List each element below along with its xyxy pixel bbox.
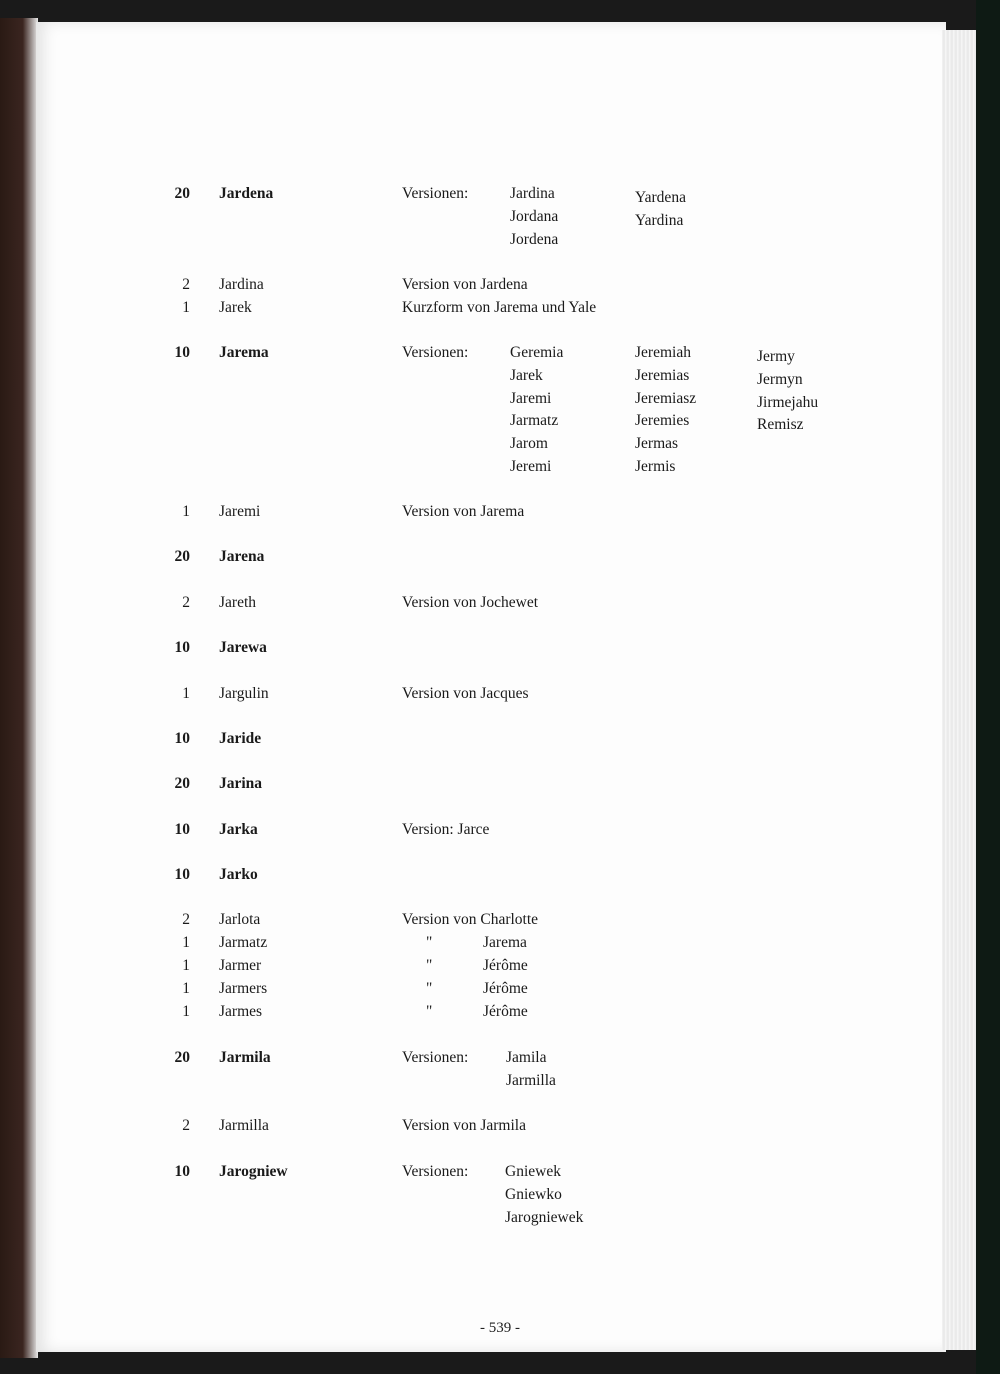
version-name: Jarek <box>510 366 543 384</box>
entry-name: Jaride <box>219 730 262 747</box>
entry-description: Versionen: <box>402 185 469 202</box>
entry-number: 10 <box>174 866 190 883</box>
version-name: Jermis <box>635 458 676 475</box>
entry-number: 2 <box>182 594 190 611</box>
entry-description: Versionen: <box>402 1049 469 1066</box>
entry-name: Jarema <box>219 344 269 361</box>
entry-number: 1 <box>182 1003 190 1020</box>
entry-name: Jarogniew <box>219 1163 288 1180</box>
version-name: Jarmilla <box>506 1071 556 1089</box>
version-name: Jarogniewek <box>505 1208 584 1226</box>
version-name: Jérôme <box>483 957 528 974</box>
version-name: Jermy <box>757 348 795 365</box>
entry-number: 10 <box>174 730 190 747</box>
version-name: Jérôme <box>483 980 528 997</box>
entry-number: 20 <box>174 548 190 565</box>
entry-number: 20 <box>174 775 190 792</box>
version-name: Jeremiah <box>635 344 691 361</box>
entry-number: 20 <box>174 185 190 202</box>
book-spine <box>0 18 38 1358</box>
version-name: Gniewek <box>505 1163 561 1180</box>
page-number: - 539 - <box>480 1320 520 1336</box>
entry-name: Jarina <box>219 775 263 792</box>
entry-name: Jarmers <box>219 980 268 997</box>
entry-number: 2 <box>182 911 190 928</box>
entry-description: Version von Jochewet <box>402 594 539 611</box>
entry-name: Jaremi <box>219 503 261 520</box>
entry-name: Jarmes <box>219 1003 263 1020</box>
entry-name: Jarek <box>219 299 252 316</box>
version-name: Jordena <box>510 230 559 248</box>
version-name: Jeremiasz <box>635 389 697 407</box>
entry-number: 1 <box>182 685 190 702</box>
entry-number: 10 <box>174 821 190 838</box>
entry-description: Version von Jarema <box>402 503 525 520</box>
version-name: Jeremies <box>635 412 690 430</box>
entry-description: Version: Jarce <box>402 821 490 838</box>
entry-number: 10 <box>174 639 190 656</box>
entry-number: 1 <box>182 957 190 974</box>
entry-number: 2 <box>182 276 190 293</box>
version-name: Jeremi <box>510 458 552 475</box>
version-name: Jamila <box>506 1049 547 1066</box>
entry-number: 2 <box>182 1117 190 1134</box>
entry-name: Jargulin <box>219 685 269 702</box>
entry-description: Versionen: <box>402 1163 469 1180</box>
version-name: Remisz <box>757 416 804 434</box>
version-name: Jermyn <box>757 370 803 388</box>
entry-description: Version von Jacques <box>402 685 529 702</box>
entry-name: Jarlota <box>219 911 261 928</box>
entry-number: 1 <box>182 934 190 951</box>
entry-name: Jarewa <box>219 639 267 656</box>
entry-number: 1 <box>182 980 190 997</box>
entry-name: Jarko <box>219 866 258 883</box>
version-name: Jordana <box>510 207 559 225</box>
entry-name: Jardina <box>219 276 264 293</box>
entry-description: Version von Jarmila <box>402 1117 526 1134</box>
entry-name: Jarena <box>219 548 265 565</box>
entry-name: Jareth <box>219 594 257 611</box>
entry-number: 10 <box>174 1163 190 1180</box>
entry-name: Jarmila <box>219 1049 271 1066</box>
entry-number: 1 <box>182 503 190 520</box>
version-name: Jarom <box>510 435 548 453</box>
entry-number: 10 <box>174 344 190 361</box>
version-name: Jermas <box>635 435 679 453</box>
version-name: Yardena <box>635 189 686 206</box>
version-name: Jeremias <box>635 366 690 384</box>
version-name: Jarmatz <box>510 412 559 430</box>
version-name: Geremia <box>510 344 564 361</box>
background-edge <box>976 0 1000 1374</box>
entry-number: 1 <box>182 299 190 316</box>
entry-name: Jarmer <box>219 957 262 974</box>
version-name: Jirmejahu <box>757 393 819 411</box>
entry-description: " <box>426 957 433 974</box>
version-name: Jardina <box>510 185 555 202</box>
entry-description: " <box>426 1003 433 1020</box>
entry-description: Version von Jardena <box>402 276 528 293</box>
entry-description: Versionen: <box>402 344 469 361</box>
entry-description: " <box>426 980 433 997</box>
version-name: Yardina <box>635 211 684 229</box>
entry-description: " <box>426 934 433 951</box>
version-name: Jérôme <box>483 1003 528 1020</box>
entry-name: Jarmilla <box>219 1117 269 1134</box>
entry-description: Kurzform von Jarema und Yale <box>402 299 597 316</box>
entry-name: Jarka <box>219 821 258 838</box>
version-name: Gniewko <box>505 1185 562 1203</box>
entry-number: 20 <box>174 1049 190 1066</box>
version-name: Jaremi <box>510 389 552 407</box>
page-edges <box>942 30 976 1350</box>
version-name: Jarema <box>483 934 527 951</box>
entry-description: Version von Charlotte <box>402 911 539 928</box>
entry-name: Jarmatz <box>219 934 268 951</box>
entry-name: Jardena <box>219 185 274 202</box>
